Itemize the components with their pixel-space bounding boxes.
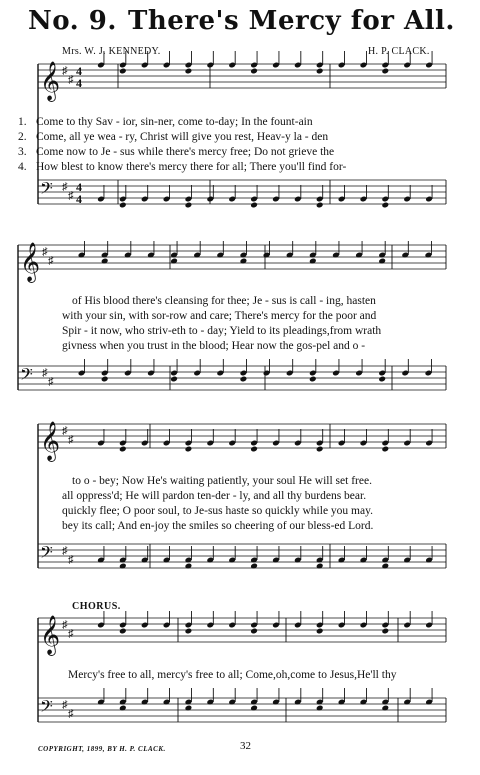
note-head [309,376,317,383]
treble-clef-icon: 𝄞 [20,242,41,282]
time-signature: 4 [76,64,82,78]
time-signature: 4 [76,180,82,194]
lyric-text: How blest to know there's mercy there for all; There you'll find for- [36,161,347,173]
note-head [316,202,324,209]
lyric-line: Spir - it now, who striv-eth to - day; Yield to its pleadings,from wrath [62,325,382,337]
lyric-line: bey its call; And en-joy the smiles so cheering of our bless-ed Lord. [62,520,374,532]
lyric-line: of His blood there's cleansing for thee; Je - sus is call - ing, hasten [72,295,376,307]
verse-number: 2. [18,131,27,143]
note-head [381,446,389,453]
sharp-icon: ♯ [62,181,68,193]
sharp-icon: ♯ [68,554,74,566]
treble-clef-icon: 𝄞 [40,615,61,655]
note-head [240,376,248,383]
note-head [101,376,109,383]
sharp-icon: ♯ [68,434,74,446]
sharp-icon: ♯ [68,190,74,202]
sharp-icon: ♯ [68,628,74,640]
lyric-text: Come, all ye wea - ry, Christ will give you rest, Heav-y la - den [36,131,329,143]
lyric-text: Come to thy Sav - ior, sin-ner, come to-day; In the fount-ain [36,116,313,128]
sharp-icon: ♯ [68,74,74,86]
sharp-icon: ♯ [62,619,68,631]
lyric-line: givness when you trust in the blood; Hear now the gos-pel and o - [62,340,366,352]
note-head [316,68,324,75]
bass-clef-icon: 𝄢 [40,178,53,202]
sharp-icon: ♯ [48,376,54,388]
lyric-line [18,130,328,145]
note-head [119,628,127,635]
sharp-icon: ♯ [68,708,74,720]
lyric-line: to o - bey; Now He's waiting patiently, your soul He will set free. [72,475,372,487]
lyric-line: Mercy's free to all, mercy's free to all; Come,oh,come to Jesus,He'll thy [68,669,397,681]
note-head [381,68,389,75]
treble-clef-icon: 𝄞 [40,61,61,101]
sharp-icon: ♯ [42,367,48,379]
lyric-line: all oppress'd; He will pardon ten-der - ly, and all thy burdens bear. [62,490,367,502]
sharp-icon: ♯ [62,699,68,711]
verse-number: 1. [18,116,27,128]
lyricist-credit: Mrs. W. J. KENNEDY. [62,46,161,57]
note-head [119,202,127,209]
note-head [316,446,324,453]
page-number: 32 [240,740,251,752]
lyric-line: with your sin, with sor-row and care; There's mercy for the poor and [62,310,377,322]
note-head [185,628,193,635]
note-head [185,68,193,75]
note-head [378,376,386,383]
sharp-icon: ♯ [42,246,48,258]
treble-clef-icon: 𝄞 [40,421,61,461]
note-head [381,202,389,209]
note-head [250,68,258,75]
note-head [316,628,324,635]
sharp-icon: ♯ [62,65,68,77]
bass-clef-icon: 𝄢 [20,364,33,388]
verse-number: 3. [18,146,27,158]
lyric-line [18,160,346,175]
copyright-notice: COPYRIGHT, 1899, BY H. P. CLACK. [38,745,166,753]
note-head [170,376,178,383]
sharp-icon: ♯ [62,545,68,557]
chorus-label: CHORUS. [72,601,121,612]
sharp-icon: ♯ [62,425,68,437]
lyric-text: Come now to Je - sus while there's mercy free; Do not grieve the [36,146,335,158]
time-signature: 4 [76,76,82,90]
note-head [119,68,127,75]
bass-clef-icon: 𝄢 [40,696,53,720]
lyric-line [18,145,334,160]
note-head [250,202,258,209]
sharp-icon: ♯ [48,255,54,267]
note-head [185,202,193,209]
composer-credit: H. P. CLACK. [368,46,430,57]
note-head [250,628,258,635]
bass-clef-icon: 𝄢 [40,542,53,566]
hymn-number: No. 9. [28,6,117,36]
verse-number: 4. [18,161,27,173]
time-signature: 4 [76,192,82,206]
lyric-line: quickly flee; O poor soul, to Je-sus haste so quickly while you may. [62,505,373,517]
note-head [185,446,193,453]
note-head [250,446,258,453]
note-head [381,628,389,635]
lyric-line [18,115,313,130]
hymn-title: There's Mercy for All. [128,6,455,36]
note-head [119,446,127,453]
